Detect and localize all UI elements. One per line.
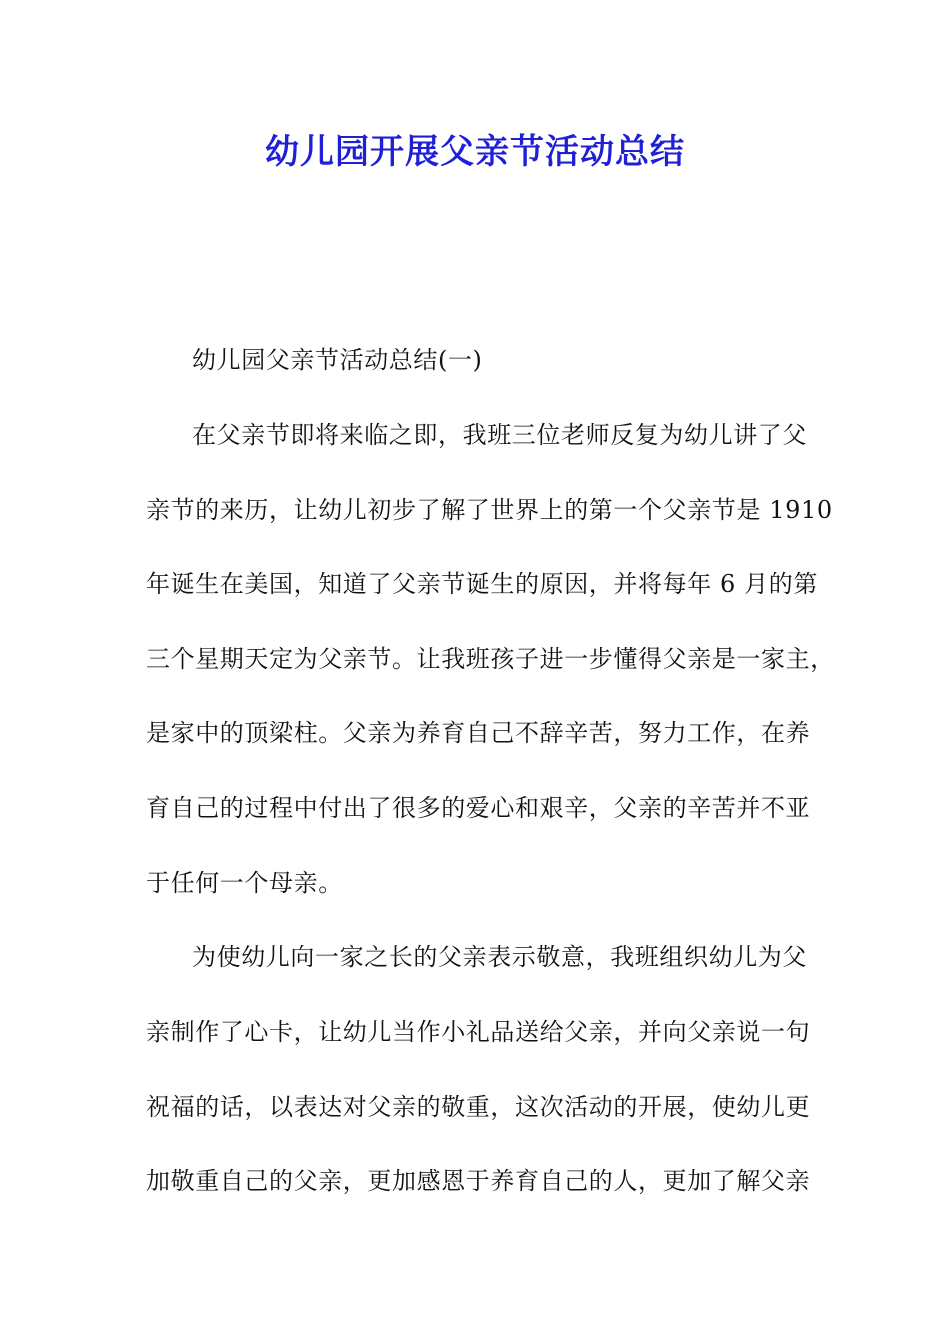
paragraph-line: 是家中的顶梁柱。父亲为养育自己不辞辛苦，努力工作，在养 (146, 719, 811, 747)
paragraph-line: 于任何一个母亲。 (146, 869, 343, 897)
paragraph-line: 为使幼儿向一家之长的父亲表示敬意，我班组织幼儿为父 (192, 943, 807, 971)
paragraph-line: 祝福的话，以表达对父亲的敬重，这次活动的开展，使幼儿更 (146, 1093, 811, 1121)
paragraph-line: 在父亲节即将来临之即，我班三位老师反复为幼儿讲了父 (192, 421, 807, 449)
paragraph-line: 三个星期天定为父亲节。让我班孩子进一步懂得父亲是一家主， (146, 645, 835, 673)
paragraph-line: 亲节的来历，让幼儿初步了解了世界上的第一个父亲节是 1910 (146, 496, 833, 524)
section-heading: 幼儿园父亲节活动总结(一) (192, 346, 483, 374)
paragraph-line: 育自己的过程中付出了很多的爱心和艰辛，父亲的辛苦并不亚 (146, 794, 811, 822)
document-title: 幼儿园开展父亲节活动总结 (265, 132, 685, 172)
paragraph-line: 亲制作了心卡，让幼儿当作小礼品送给父亲，并向父亲说一句 (146, 1018, 811, 1046)
paragraph-line: 年诞生在美国，知道了父亲节诞生的原因，并将每年 6 月的第 (146, 570, 818, 598)
paragraph-line: 加敬重自己的父亲，更加感恩于养育自己的人，更加了解父亲 (146, 1167, 811, 1195)
